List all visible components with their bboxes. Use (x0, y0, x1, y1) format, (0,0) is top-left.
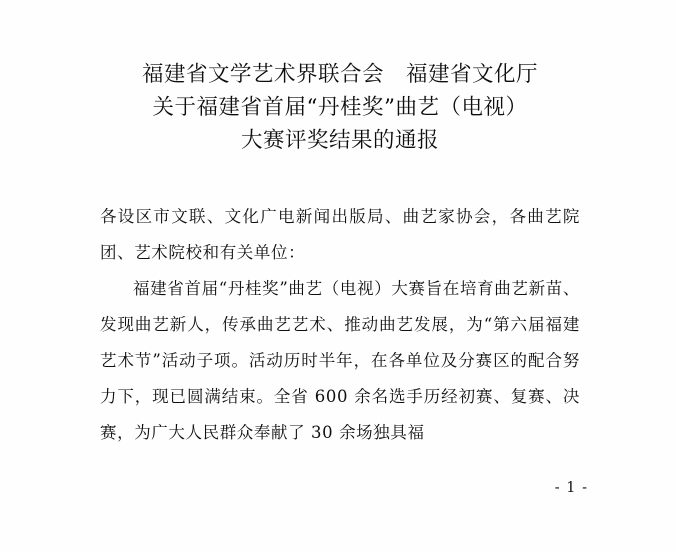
document-title (100, 58, 580, 157)
salutation-paragraph: 各设区市文联、文化广电新闻出版局、曲艺家协会，各曲艺院团、艺术院校和有关单位： (100, 207, 580, 262)
title-line-2: 关于福建省首届“丹桂奖”曲艺（电视） (152, 95, 528, 120)
title-line-1: 福建省文学艺术界联合会 福建省文化厅 (141, 62, 538, 87)
body-paragraph-1: 福建省首届“丹桂奖”曲艺（电视）大赛旨在培育曲艺新苗、发现曲艺新人，传承曲艺艺术、推动曲艺发展，为“第六届福建艺术节”活动子项。活动历时半年，在各单位及分赛区的配合努力下，现已圆满结束。全省 600 余名选手历经初赛、复赛、决赛，为广大人民群众奉献了 30 余场独具福 (100, 279, 580, 442)
title-line-3: 大赛评奖结果的通报 (240, 128, 439, 153)
document-body (100, 0, 580, 451)
page-number: - 1 - (554, 480, 588, 496)
